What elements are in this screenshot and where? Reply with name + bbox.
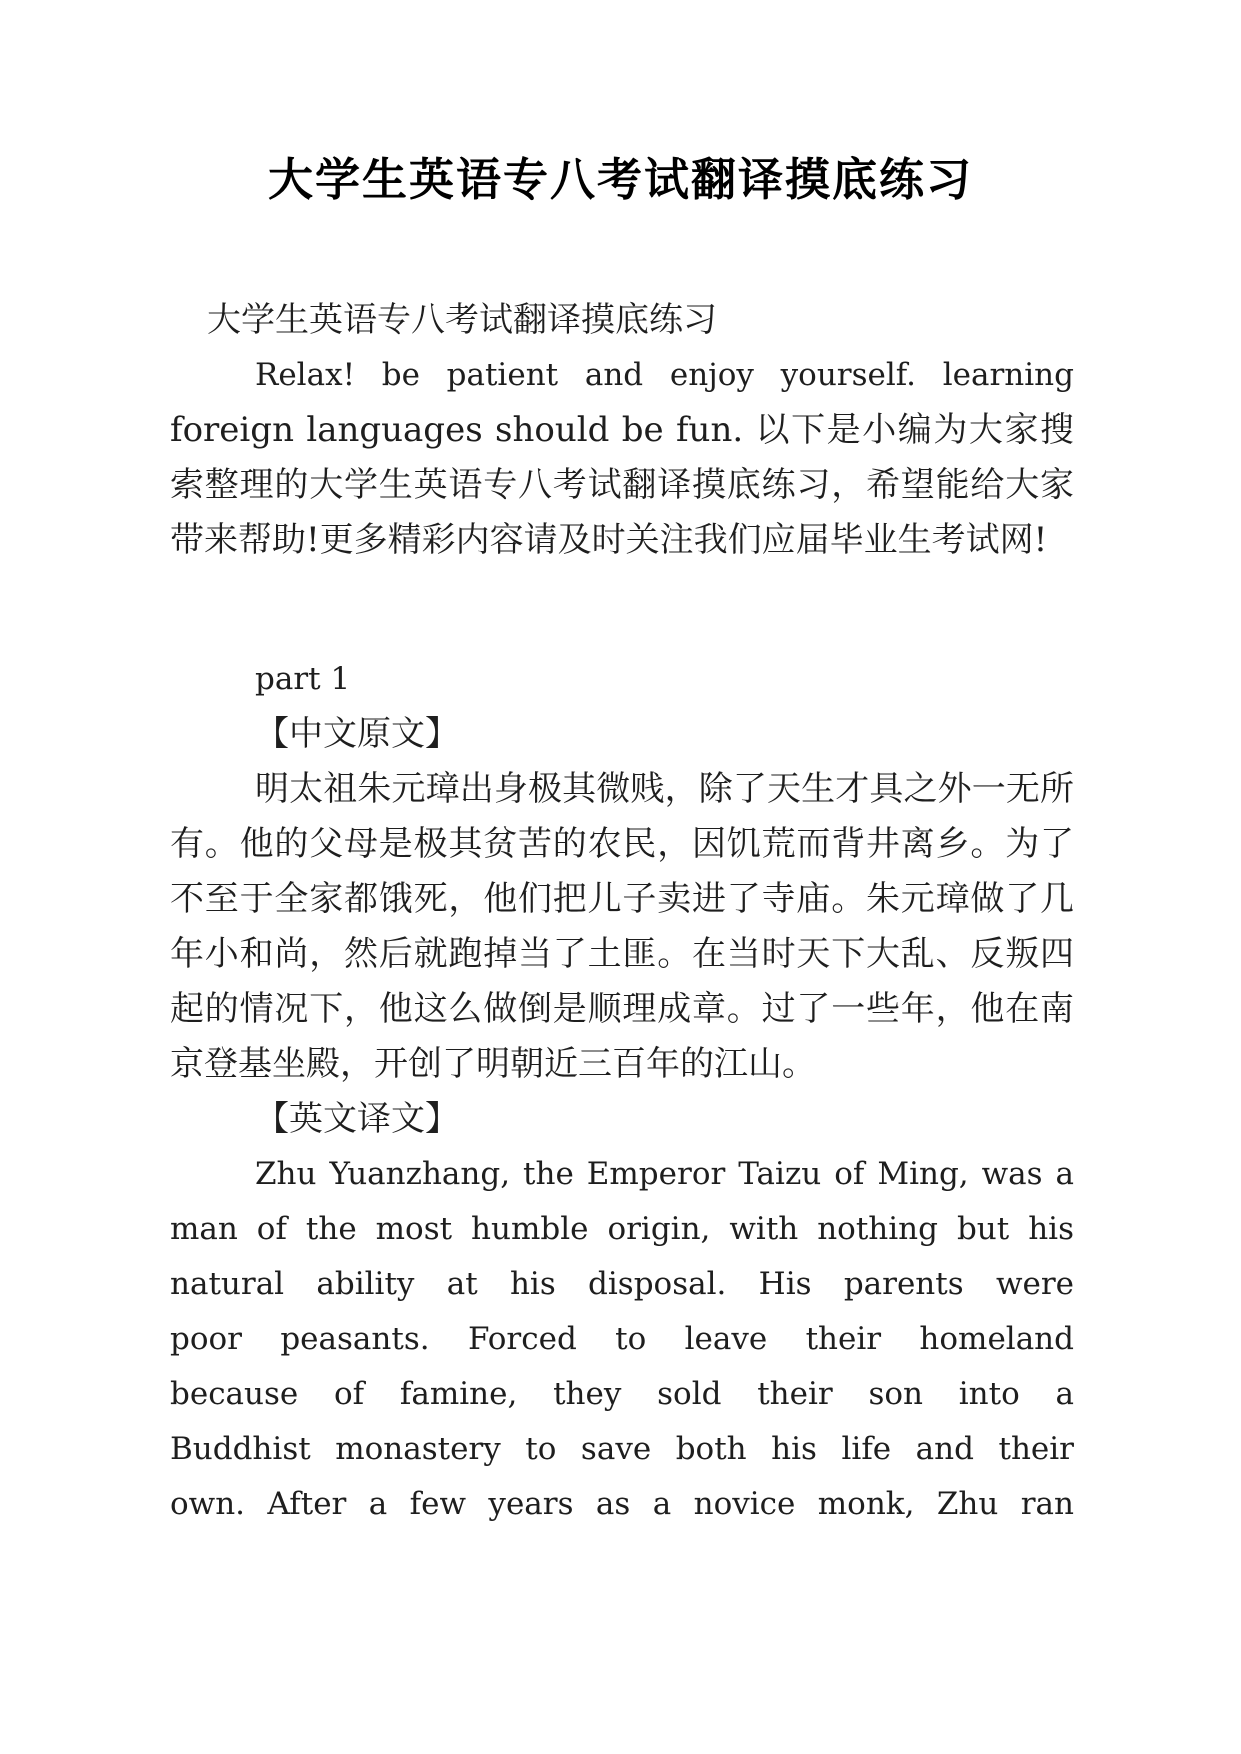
- text-line: 【英文译文】: [255, 1099, 459, 1139]
- text-line: poor peasants. Forced to leave their homeland: [170, 1321, 1074, 1357]
- paragraph-intro: [170, 348, 1074, 568]
- text-line: because of famine, they sold their son into a: [170, 1376, 1074, 1412]
- paragraph-english-translation-label: [170, 1092, 1074, 1147]
- text-line: 大学生英语专八考试翻译摸底练习: [207, 300, 717, 340]
- document-title: 大学生英语专八考试翻译摸底练习: [267, 154, 973, 205]
- text-line: 索整理的大学生英语专八考试翻译摸底练习，希望能给大家: [170, 465, 1074, 505]
- text-line: 京登基坐殿，开创了明朝近三百年的江山。: [170, 1044, 816, 1084]
- document-body: [170, 293, 1074, 1532]
- text-line: man of the most humble origin, with nothing but his: [170, 1211, 1074, 1247]
- text-line: natural ability at his disposal. His parents were: [170, 1266, 1074, 1302]
- text-line: Buddhist monastery to save both his life and their: [170, 1431, 1074, 1467]
- text-line: 起的情况下，他这么做倒是顺理成章。过了一些年，他在南: [170, 989, 1074, 1029]
- paragraph-chinese-source: [170, 762, 1074, 1092]
- text-line: own. After a few years as a novice monk, Zhu ran: [170, 1486, 1074, 1522]
- text-line: 明太祖朱元璋出身极其微贱，除了天生才具之外一无所: [255, 769, 1074, 809]
- paragraph-chinese-source-label: [170, 707, 1074, 762]
- text-line: part 1: [255, 661, 351, 697]
- paragraph-intro-heading: [170, 293, 1074, 348]
- text-line: 带来帮助!更多精彩内容请及时关注我们应届毕业生考试网!: [170, 520, 1048, 560]
- text-line: Zhu Yuanzhang, the Emperor Taizu of Ming, was a: [255, 1156, 1074, 1192]
- text-line: foreign languages should be fun. 以下是小编为大家搜: [170, 410, 1074, 450]
- paragraph-english-translation: [170, 1147, 1074, 1532]
- text-line: 有。他的父母是极其贫苦的农民，因饥荒而背井离乡。为了: [170, 824, 1074, 864]
- paragraph-part-label: [170, 652, 1074, 707]
- text-line: 不至于全家都饿死，他们把儿子卖进了寺庙。朱元璋做了几: [170, 879, 1074, 919]
- text-line: 【中文原文】: [255, 714, 459, 754]
- text-line: Relax! be patient and enjoy yourself. learning: [255, 357, 1074, 393]
- text-line: 年小和尚，然后就跑掉当了土匪。在当时天下大乱、反叛四: [170, 934, 1074, 974]
